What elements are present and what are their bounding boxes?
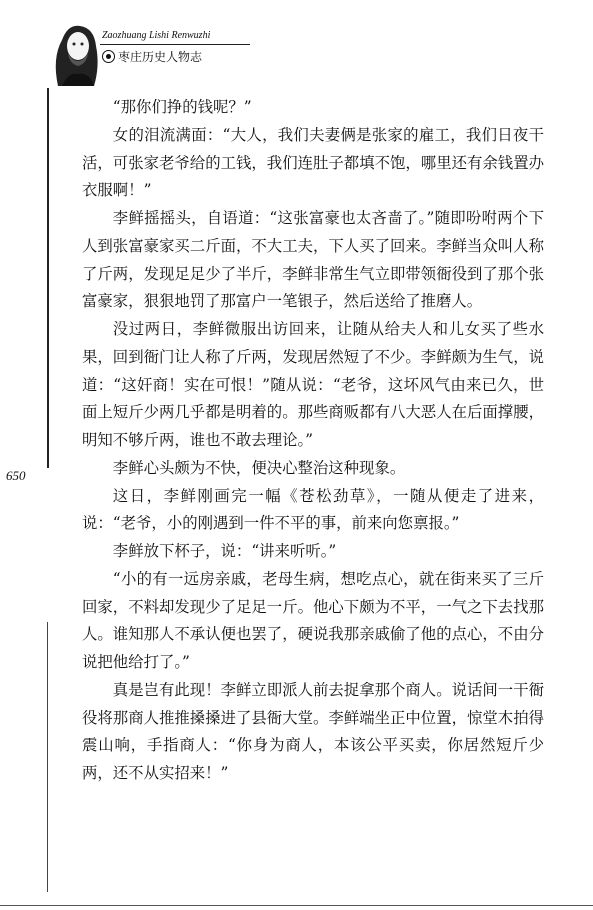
body-text: [82, 94, 544, 788]
page-number: 650: [6, 468, 26, 483]
left-margin-rule-lower: [47, 622, 48, 892]
paragraph: 真是岂有此现！李鲜立即派人前去捉拿那个商人。说话间一干衙役将那商人推推搡搡进了县衙大堂。李鲜端坐正中位置，惊堂木拍得震山响，手指商人：“你身为商人，本该公平买卖，你居然短斤少两，还不从实招来！”: [82, 680, 544, 782]
header-series-cn: [102, 48, 202, 65]
paragraph: “那你们挣的钱呢？”: [112, 98, 252, 116]
paragraph: 这日，李鲜刚画完一幅《苍松劲草》，一随从便走了进来，说：“老爷，小的刚遇到一件不平的事，前来向您禀报。”: [82, 486, 544, 533]
header-series-en: Zaozhuang Lishi Renwuzhi: [102, 30, 211, 41]
paragraph: 没过两日，李鲜微服出访回来，让随从给夫人和儿女买了些水果，回到衙门让人称了斤两，发现居然短了不少。李鲜颇为生气，说道：“这奸商！实在可恨！”随从说：“老爷，这坏风气由来已久，世面上短斤少两几乎都是明着的。那些商贩都有八大恶人在后面撑腰，明知不够斤两，谁也不敢去理论。”: [82, 320, 544, 449]
portrait-emblem: [48, 18, 104, 88]
bullet-circle-icon: [102, 50, 115, 63]
left-margin-rule: [47, 88, 49, 468]
header-rule: [100, 44, 250, 45]
paragraph: “小的有一远房亲戚，老母生病，想吃点心，就在街来买了三斤回家，不料却发现少了足足一斤。他心下颇为不平，一气之下去找那人。谁知那人不承认便也罢了，硬说我那亲戚偷了他的点心，不由分说把他给打了。”: [82, 569, 544, 671]
bottom-rule: [0, 905, 593, 906]
paragraph: 李鲜摇摇头，自语道：“这张富豪也太吝啬了。”随即吩咐两个下人到张富豪家买二斤面，不大工夫，下人买了回来。李鲜当众叫人称了斤两，发现足足少了半斤，李鲜非常生气立即带领衙役到了那个张富豪家，狠狠地罚了那富户一笔银子，然后送给了推磨人。: [82, 209, 544, 311]
paragraph: 李鲜心头颇为不快，便决心整治这种现象。: [112, 458, 406, 477]
header-series-cn-text: 枣庄历史人物志: [118, 50, 203, 64]
paragraph: 李鲜放下杯子，说：“讲来听听。”: [112, 542, 337, 560]
paragraph: 女的泪流满面：“大人，我们夫妻俩是张家的雇工，我们日夜干活，可张家老爷给的工钱，我们连肚子都填不饱，哪里还有余钱置办衣服啊！”: [82, 125, 544, 200]
